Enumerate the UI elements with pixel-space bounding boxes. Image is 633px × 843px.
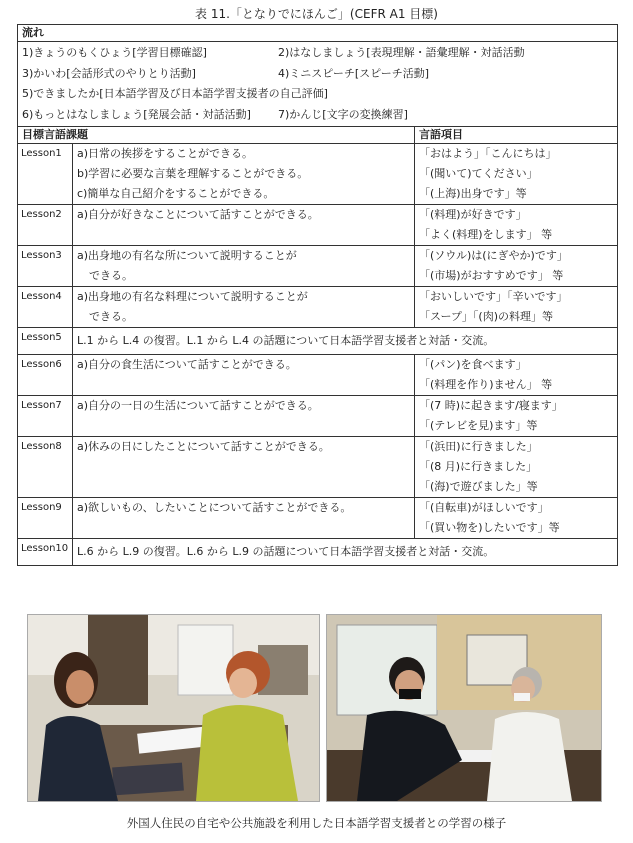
- lesson-name: Lesson7: [18, 396, 73, 437]
- lesson-name: Lesson6: [18, 355, 73, 396]
- goal-text: a)休みの日にしたことについて話すことができる。: [77, 440, 330, 453]
- flow-line: [22, 64, 613, 85]
- goal-text: a)自分の一日の生活について話すことができる。: [77, 399, 319, 412]
- review-cell: L.6 から L.9 の復習。L.6 から L.9 の話題について日本語学習支援者と対話・交流。: [73, 539, 618, 566]
- goal-cell: [73, 205, 415, 246]
- goal-text: できる。: [89, 269, 133, 282]
- expr-cell: [415, 205, 618, 246]
- goal-cell: [73, 144, 415, 205]
- flow-steps: [18, 42, 618, 127]
- goal-text: できる。: [89, 310, 133, 323]
- lesson-row: [18, 539, 618, 566]
- expr-text: 「スープ」「(肉)の料理」等: [419, 310, 553, 323]
- photo-home-lesson: [27, 614, 320, 802]
- lesson-name: Lesson8: [18, 437, 73, 498]
- goal-cell: [73, 396, 415, 437]
- goal-text: a)欲しいもの、したいことについて話すことができる。: [77, 501, 352, 514]
- flow-body-row: [18, 42, 618, 127]
- lesson-name: Lesson3: [18, 246, 73, 287]
- expr-text: 「(浜田)に行きました」: [419, 440, 538, 453]
- flow-line: [22, 43, 613, 64]
- column-header-row: [18, 127, 618, 144]
- flow-step: 3)かいわ[会話形式のやりとり活動]: [22, 66, 196, 80]
- lesson-row: [18, 437, 618, 498]
- flow-step: 2)はなしましょう[表現理解・語彙理解・対話活動: [278, 46, 525, 59]
- expr-cell: [415, 498, 618, 539]
- lesson-name: Lesson10: [18, 539, 73, 566]
- lesson-name: Lesson4: [18, 287, 73, 328]
- goal-cell: [73, 287, 415, 328]
- goal-text: a)日常の挨拶をすることができる。: [77, 147, 254, 160]
- expr-cell: [415, 287, 618, 328]
- goal-text: a)出身地の有名な料理について説明することが: [77, 290, 308, 303]
- photo-caption: 外国人住民の自宅や公共施設を利用した日本語学習支援者との学習の様子: [126, 816, 507, 830]
- flow-line: [22, 105, 613, 126]
- expr-text: 「おはよう」「こんにちは」: [419, 147, 557, 160]
- expr-text: 「おいしいです」「辛いです」: [419, 290, 568, 303]
- expr-text: 「(上海)出身です」等: [419, 187, 527, 200]
- expr-cell: [415, 246, 618, 287]
- lesson-row: [18, 355, 618, 396]
- expr-text: 「(テレビを見)ます」等: [419, 419, 538, 432]
- expr-text: 「よく(料理)をします」 等: [419, 228, 553, 241]
- expr-text: 「(パン)を食べます」: [419, 358, 527, 371]
- goal-text: a)出身地の有名な所について説明することが: [77, 249, 297, 262]
- lesson-name: Lesson1: [18, 144, 73, 205]
- lesson-name: Lesson5: [18, 328, 73, 355]
- lesson-row: [18, 205, 618, 246]
- expr-text: 「(8 月)に行きました」: [419, 460, 538, 473]
- flow-step: 7)かんじ[文字の変換練習]: [278, 107, 408, 121]
- goal-cell: [73, 246, 415, 287]
- lesson-row: [18, 246, 618, 287]
- goal-text: a)自分が好きなことについて話すことができる。: [77, 208, 319, 221]
- expr-cell: [415, 437, 618, 498]
- expr-header: 言語項目: [415, 127, 618, 144]
- expr-cell: [415, 355, 618, 396]
- flow-heading-row: [18, 25, 618, 42]
- goal-cell: [73, 355, 415, 396]
- expr-text: 「(7 時)に起きます/寝ます」: [419, 399, 563, 412]
- expr-text: 「(自転車)がほしいです」: [419, 501, 549, 514]
- flow-step: 6)もっとはなしましょう[発展会話・対話活動]: [22, 107, 251, 121]
- expr-text: 「(市場)がおすすめです」 等: [419, 269, 564, 282]
- expr-text: 「(聞いて)てください」: [419, 167, 538, 180]
- review-cell: L.1 から L.4 の復習。L.1 から L.4 の話題について日本語学習支援者と対話・交流。: [73, 328, 618, 355]
- lesson-row: [18, 328, 618, 355]
- goal-cell: [73, 498, 415, 539]
- goal-text: b)学習に必要な言葉を理解することができる。: [77, 167, 309, 180]
- lesson-name: Lesson9: [18, 498, 73, 539]
- flow-line: [22, 84, 613, 105]
- flow-step: 5)できましたか[日本語学習及び日本語学習支援者の自己評価]: [22, 87, 328, 100]
- flow-step: 1)きょうのもくひょう[学習目標確認]: [22, 46, 207, 59]
- expr-text: 「(ソウル)は(にぎやか)です」: [419, 249, 568, 262]
- goal-text: a)自分の食生活について話すことができる。: [77, 358, 297, 371]
- expr-cell: [415, 144, 618, 205]
- goal-cell: [73, 437, 415, 498]
- lesson-row: [18, 396, 618, 437]
- flow-step: 4)ミニスピーチ[スピーチ活動]: [278, 66, 429, 80]
- expr-text: 「(買い物を)したいです」等: [419, 521, 560, 534]
- lesson-row: [18, 144, 618, 205]
- photo-facility-lesson: [326, 614, 602, 802]
- lesson-table: [17, 24, 618, 566]
- expr-text: 「(海)で遊びました」等: [419, 480, 538, 493]
- expr-text: 「(料理を作り)ません」 等: [419, 378, 553, 391]
- expr-cell: [415, 396, 618, 437]
- table-title: 表 11.「となりでにほんご」(CEFR A1 目標): [195, 7, 438, 21]
- goal-text: c)簡単な自己紹介をすることができる。: [77, 187, 275, 200]
- goal-header: 目標言語課題: [18, 127, 415, 144]
- flow-heading: 流れ: [18, 25, 618, 42]
- lesson-row: [18, 498, 618, 539]
- lesson-name: Lesson2: [18, 205, 73, 246]
- expr-text: 「(料理)が好きです」: [419, 208, 527, 221]
- lesson-row: [18, 287, 618, 328]
